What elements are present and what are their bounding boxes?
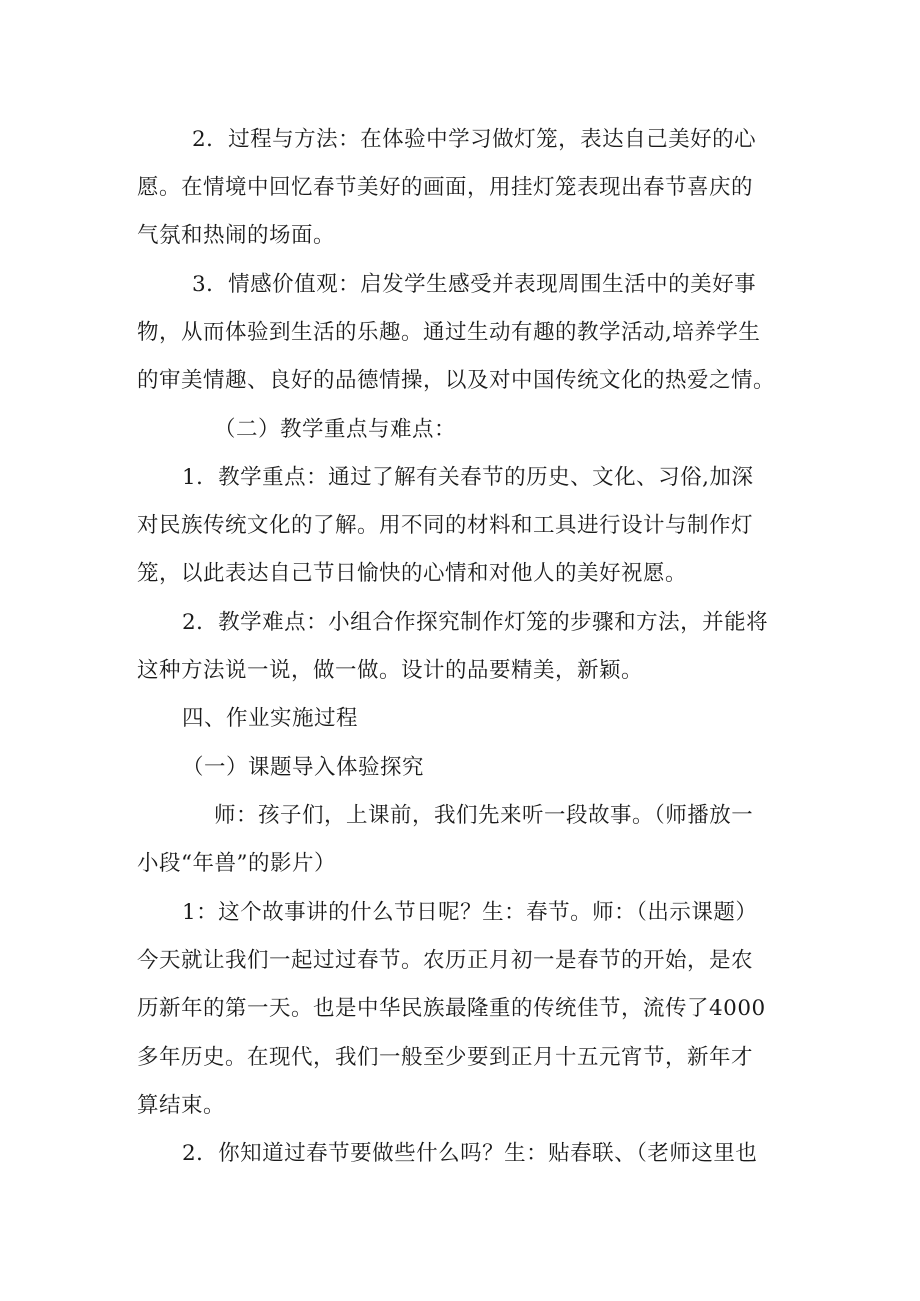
text-line: 师：孩子们，上课前，我们先来听一段故事。（师播放一: [214, 803, 754, 828]
text-line: 多年历史。在现代，我们一般至少要到正月十五元宵节，新年才: [137, 1045, 754, 1070]
text-line: 今天就让我们一起过过春节。农历正月初一是春节的开始，是农: [137, 948, 754, 973]
text-line: 历新年的第一天。也是中华民族最隆重的传统佳节，流传了4000: [137, 996, 766, 1021]
text-line: 2．你知道过春节要做些什么吗？生：贴春联、（老师这里也: [182, 1141, 758, 1166]
text-line: 对民族传统文化的了解。用不同的材料和工具进行设计与制作灯: [137, 513, 754, 538]
section-heading: （一）课题导入体验探究: [182, 755, 425, 780]
section-heading: （二）教学重点与难点：: [214, 417, 457, 442]
text-line: 气氛和热闹的场面。: [137, 223, 336, 248]
text-line: 算结束。: [137, 1093, 226, 1118]
text-line: 3．情感价值观：启发学生感受并表现周围生活中的美好事: [192, 272, 757, 297]
text-line: 2．教学难点：小组合作探究制作灯笼的步骤和方法，并能将: [182, 610, 769, 635]
text-line: 2．过程与方法：在体验中学习做灯笼，表达自己美好的心: [192, 127, 757, 152]
text-line: 物，从而体验到生活的乐趣。通过生动有趣的教学活动,培养学生: [137, 320, 761, 345]
text-line: 1：这个故事讲的什么节日呢？生：春节。师：（出示课题）: [182, 900, 758, 925]
text-line: 这种方法说一说，做一做。设计的品要精美，新颖。: [137, 658, 644, 683]
section-heading: 四、作业实施过程: [182, 706, 359, 731]
text-line: 的审美情趣、良好的品德情操，以及对中国传统文化的热爱之情。: [137, 368, 776, 393]
text-line: 小段“年兽”的影片）: [137, 851, 336, 876]
text-line: 笼，以此表达自己节日愉快的心情和对他人的美好祝愿。: [137, 561, 688, 586]
text-line: 1．教学重点：通过了解有关春节的历史、文化、习俗,加深: [182, 465, 754, 490]
text-line: 愿。在情境中回忆春节美好的画面，用挂灯笼表现出春节喜庆的: [137, 175, 754, 200]
